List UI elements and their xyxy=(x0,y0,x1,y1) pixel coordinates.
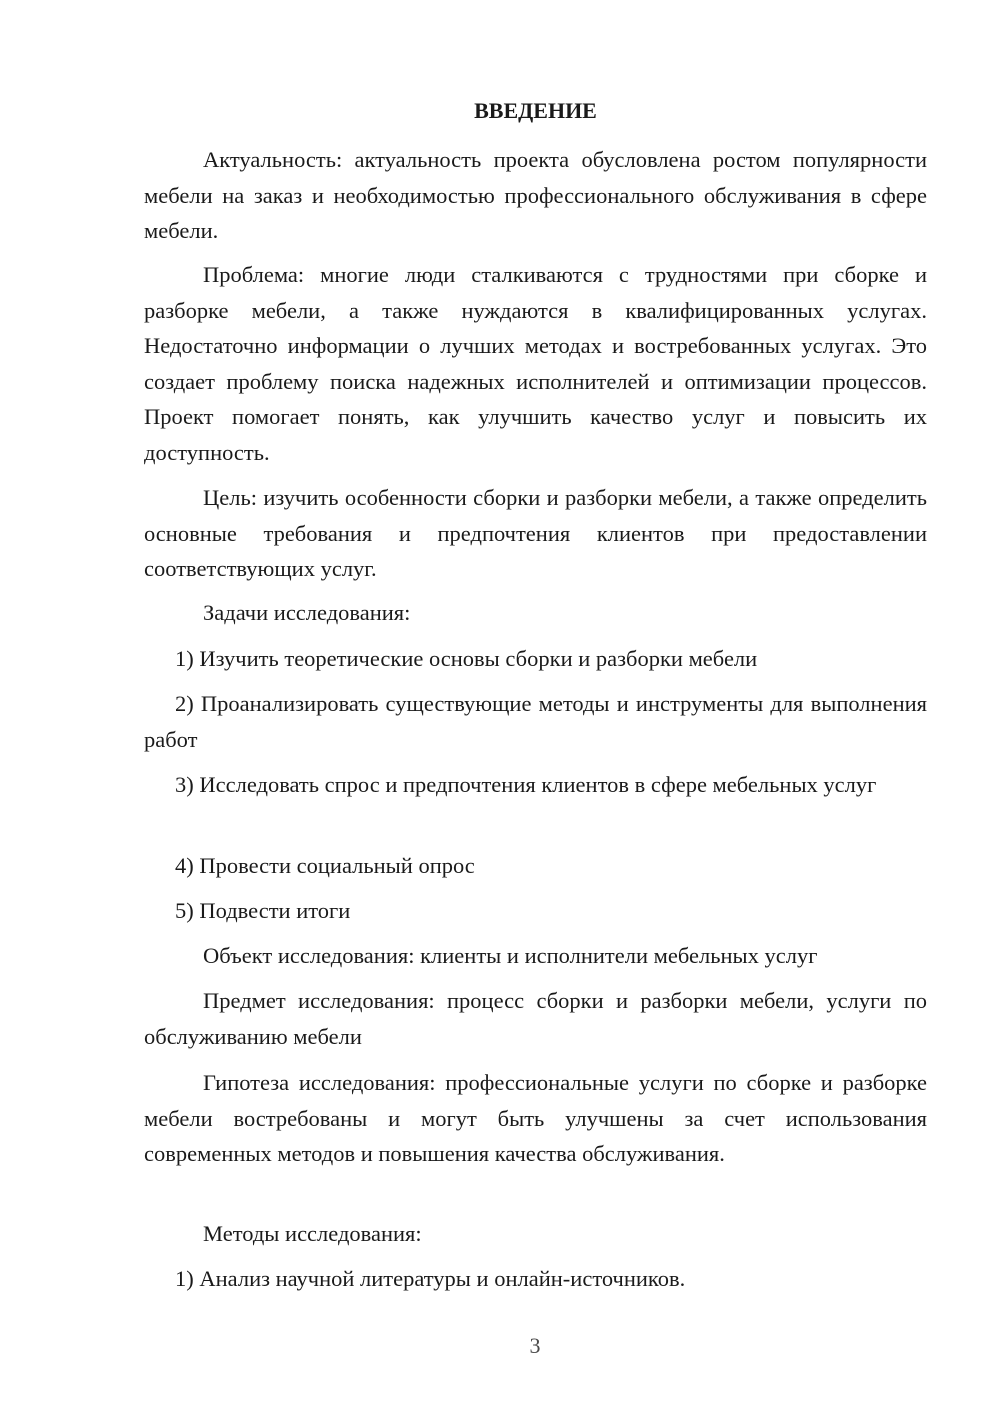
paragraph-methods-heading: Методы исследования: xyxy=(203,1221,422,1246)
paragraph-tasks-heading: Задачи исследования: xyxy=(203,600,411,625)
task-item-5: 5) Подвести итоги xyxy=(175,898,351,923)
paragraph-hypothesis: Гипотеза исследования: профессиональные услуги по сборке и разборке мебели востребованы и могут быть улучшены за счет использования современных методов и повышения качества обслуживания. xyxy=(144,1070,927,1166)
section-title: ВВЕДЕНИЕ xyxy=(474,98,597,123)
task-item-3: 3) Исследовать спрос и предпочтения клиентов в сфере мебельных услуг xyxy=(175,772,877,797)
paragraph-object: Объект исследования: клиенты и исполнители мебельных услуг xyxy=(203,943,818,968)
paragraph-problem: Проблема: многие люди сталкиваются с трудностями при сборке и разборке мебели, а также нуждаются в квалифицированных услугах. Недостаточно информации о лучших методах и востребованных услугах. Это создает проблему поиска надежных исполнителей и оптимизации процессов. Проект помогает понять, как улучшить качество услуг и повысить их доступность. xyxy=(144,262,927,465)
paragraph-relevance: Актуальность: актуальность проекта обусловлена ростом популярности мебели на заказ и необходимостью профессионального обслуживания в сфере мебели. xyxy=(144,147,927,243)
paragraph-goal: Цель: изучить особенности сборки и разборки мебели, а также определить основные требования и предпочтения клиентов при предоставлении соответствующих услуг. xyxy=(144,485,927,581)
method-item-1: 1) Анализ научной литературы и онлайн-источников. xyxy=(175,1266,686,1291)
paragraph-subject: Предмет исследования: процесс сборки и разборки мебели, услуги по обслуживанию мебели xyxy=(144,988,927,1049)
task-item-4: 4) Провести социальный опрос xyxy=(175,853,475,878)
page-number: 3 xyxy=(529,1333,541,1358)
task-item-1: 1) Изучить теоретические основы сборки и разборки мебели xyxy=(175,646,758,671)
task-item-2: 2) Проанализировать существующие методы и инструменты для выполнения работ xyxy=(144,691,927,752)
